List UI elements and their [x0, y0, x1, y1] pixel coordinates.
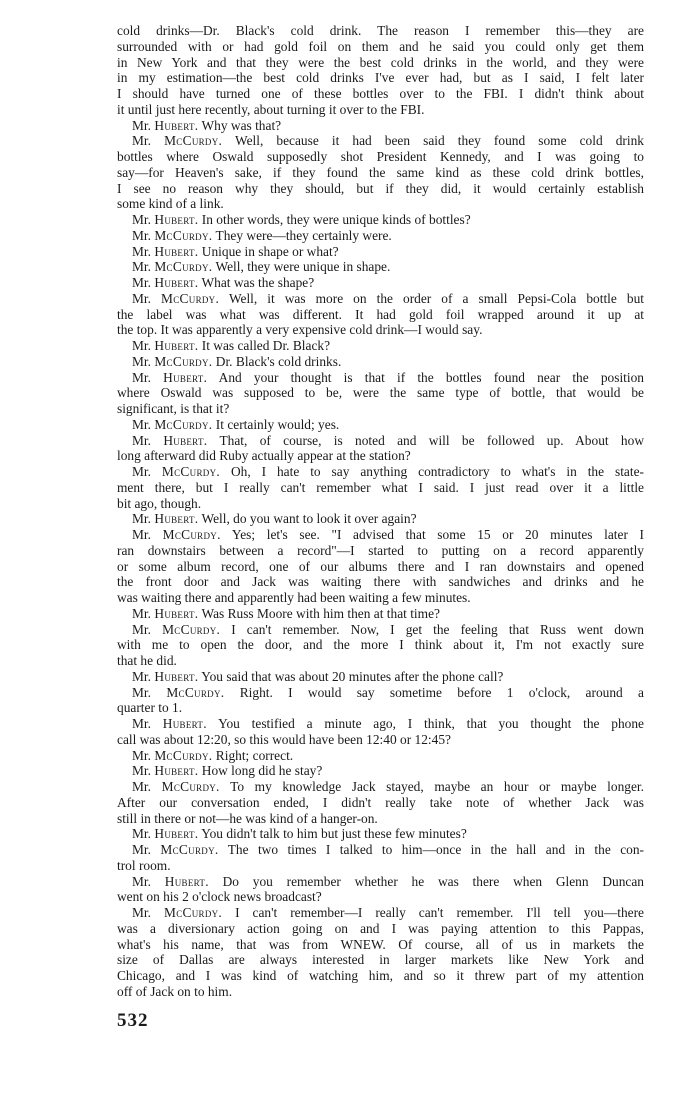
speaker-prefix: Mr. — [132, 621, 151, 637]
speaker-prefix: Mr. — [132, 133, 151, 149]
speaker-prefix: Mr. — [132, 779, 151, 794]
speaker-name: McCurdy. — [162, 621, 221, 637]
speaker-prefix: Mr. — [132, 826, 151, 842]
speaker-name: Hubert. — [154, 275, 199, 290]
testimony-paragraph — [117, 716, 644, 748]
line-text: To my knowledge Jack stayed, maybe an hour or maybe longer. — [230, 779, 644, 794]
line-text: size of Dallas are always interested in larger markets like New York and — [117, 952, 644, 968]
speaker-name: McCurdy. — [164, 133, 223, 149]
text-line — [117, 244, 644, 260]
speaker-name: Hubert. — [154, 243, 199, 259]
line-text: ran downstairs between a record"—I started to putting on a record apparently — [117, 542, 644, 558]
text-line — [117, 165, 644, 181]
line-text: Do you remember whether he was there when Glenn Duncan — [222, 873, 644, 889]
text-line — [117, 732, 644, 748]
line-text: The two times I talked to him—once in the hall and in the con- — [227, 842, 644, 857]
text-line — [117, 181, 644, 197]
speaker-name: McCurdy. — [154, 747, 213, 763]
testimony-paragraph — [117, 669, 644, 685]
speaker-prefix: Mr. — [132, 416, 151, 432]
testimony-paragraph — [117, 763, 644, 779]
text-line — [117, 590, 644, 606]
line-text: Well, do you want to look it over again? — [201, 511, 417, 527]
speaker-name: McCurdy. — [166, 684, 225, 700]
text-line — [117, 511, 644, 527]
line-text: with me to open the door, and the more I think about it, I'm not exactly sure — [117, 637, 644, 653]
speaker-name: Hubert. — [162, 716, 207, 731]
text-line — [117, 448, 644, 464]
speaker-name: Hubert. — [154, 117, 199, 133]
speaker-prefix: Mr. — [132, 716, 151, 731]
line-text: the label was what was different. It had gold foil wrapped around it up at — [117, 306, 644, 322]
testimony-paragraph — [117, 291, 644, 338]
text-line — [117, 338, 644, 354]
line-text: the top. It was apparently a very expensive cold drink—I would say. — [117, 322, 483, 338]
line-text: some kind of a link. — [117, 196, 224, 212]
speaker-prefix: Mr. — [132, 432, 151, 448]
text-line — [117, 496, 644, 512]
line-text: They were—they certainly were. — [215, 227, 392, 243]
testimony-paragraph — [117, 527, 644, 606]
text-line — [117, 212, 644, 228]
text-line — [117, 779, 644, 795]
text-line — [117, 984, 644, 1000]
text-line — [117, 385, 644, 401]
speaker-prefix: Mr. — [132, 369, 151, 385]
testimony-paragraph — [117, 228, 644, 244]
testimony-paragraph — [117, 244, 644, 260]
text-line — [117, 307, 644, 323]
speaker-name: McCurdy. — [163, 905, 223, 920]
line-text: trol room. — [117, 857, 171, 873]
text-line — [117, 527, 644, 543]
speaker-name: McCurdy. — [154, 416, 213, 432]
line-text: Yes; let's see. "I advised that some 15 or 20 minutes later I — [231, 527, 644, 542]
speaker-prefix: Mr. — [132, 873, 151, 889]
continued-paragraph — [117, 23, 644, 118]
line-text: It certainly would; yes. — [215, 416, 340, 432]
speaker-prefix: Mr. — [132, 511, 151, 527]
line-text: Right; correct. — [215, 747, 294, 763]
text-line — [117, 70, 644, 86]
page-number: 532 — [117, 1010, 149, 1031]
testimony-paragraph — [117, 259, 644, 275]
text-line — [117, 842, 644, 858]
testimony-paragraph — [117, 370, 644, 417]
testimony-paragraph — [117, 433, 644, 465]
speaker-name: Hubert. — [154, 668, 199, 684]
line-text: or some album record, one of our albums there and I ran downstairs and opened — [117, 558, 644, 574]
text-line — [117, 275, 644, 291]
line-text: long afterward did Ruby actually appear at the station? — [117, 448, 411, 464]
text-line — [117, 149, 644, 165]
text-line — [117, 637, 644, 653]
testimony-paragraph — [117, 748, 644, 764]
line-text: Right. I would say sometime before 1 o'clock, around a — [239, 684, 645, 700]
speaker-prefix: Mr. — [132, 275, 151, 290]
line-text: that he did. — [117, 653, 177, 668]
line-text: went on his 2 o'clock news broadcast? — [117, 889, 322, 905]
text-line — [117, 464, 644, 480]
text-line — [117, 653, 644, 669]
testimony-paragraph — [117, 464, 644, 511]
line-text: where Oswald was supposed to be, were the same type of bottle, that would be — [117, 385, 644, 401]
text-line — [117, 763, 644, 779]
speaker-name: McCurdy. — [161, 464, 221, 479]
text-line — [117, 39, 644, 55]
speaker-name: McCurdy. — [161, 290, 220, 306]
speaker-prefix: Mr. — [132, 905, 151, 920]
text-line — [117, 889, 644, 905]
speaker-prefix: Mr. — [132, 684, 151, 700]
speaker-name: Hubert. — [164, 873, 209, 889]
speaker-prefix: Mr. — [132, 464, 151, 479]
line-text: Dr. Black's cold drinks. — [215, 353, 342, 369]
text-line — [117, 622, 644, 638]
line-text: You testified a minute ago, I think, that you thought the phone — [218, 716, 644, 731]
speaker-prefix: Mr. — [132, 290, 151, 306]
text-line — [117, 228, 644, 244]
line-text: call was about 12:20, so this would have been 12:40 or 12:45? — [117, 731, 451, 747]
testimony-paragraph — [117, 338, 644, 354]
speaker-name: Hubert. — [154, 605, 199, 621]
speaker-prefix: Mr. — [132, 212, 151, 227]
line-text: it until just here recently, about turning it over to the FBI. — [117, 101, 425, 117]
line-text: Well, because it had been said they found some cold drink — [235, 133, 644, 149]
speaker-name: Hubert. — [154, 511, 199, 527]
testimony-paragraph — [117, 622, 644, 669]
line-text: And your thought is that if the bottles found near the position — [218, 369, 644, 385]
text-line — [117, 23, 644, 39]
speaker-name: Hubert. — [154, 338, 199, 353]
line-text: I can't remember. Now, I get the feeling that Russ went down — [231, 621, 644, 637]
text-line — [117, 606, 644, 622]
speaker-prefix: Mr. — [132, 527, 151, 542]
text-line — [117, 370, 644, 386]
text-line — [117, 811, 644, 827]
text-line — [117, 401, 644, 417]
testimony-paragraph — [117, 133, 644, 212]
text-line — [117, 952, 644, 968]
transcript-body — [117, 23, 644, 1000]
testimony-paragraph — [117, 275, 644, 291]
speaker-name: Hubert. — [154, 826, 199, 842]
line-text: I see no reason why they should, but if they did, it would certainly establish — [117, 180, 644, 196]
text-line — [117, 480, 644, 496]
line-text: In other words, they were unique kinds of bottles? — [201, 212, 471, 227]
text-line — [117, 858, 644, 874]
line-text: was waiting there and apparently had been waiting a few minutes. — [117, 590, 471, 605]
text-line — [117, 133, 644, 149]
speaker-prefix: Mr. — [132, 353, 151, 369]
testimony-paragraph — [117, 212, 644, 228]
line-text: in New York and that they were the best cold drinks in the world, and they were — [117, 54, 644, 70]
speaker-prefix: Mr. — [132, 747, 151, 763]
speaker-prefix: Mr. — [132, 227, 151, 243]
speaker-prefix: Mr. — [132, 605, 151, 621]
text-line — [117, 937, 644, 953]
text-line — [117, 574, 644, 590]
line-text: You didn't talk to him but just these few minutes? — [201, 826, 467, 842]
speaker-prefix: Mr. — [132, 338, 151, 353]
speaker-prefix: Mr. — [132, 259, 151, 275]
line-text: Chicago, and I was kind of watching him, and so it threw part of my attention — [117, 968, 644, 983]
line-text: off of Jack on to him. — [117, 983, 233, 999]
line-text: bottles where Oswald supposedly shot President Kennedy, and I was going to — [117, 149, 644, 164]
text-line — [117, 354, 644, 370]
text-line — [117, 669, 644, 685]
text-line — [117, 748, 644, 764]
testimony-paragraph — [117, 779, 644, 826]
speaker-name: McCurdy. — [162, 527, 221, 542]
line-text: Why was that? — [201, 117, 282, 133]
testimony-paragraph — [117, 905, 644, 1000]
speaker-name: McCurdy. — [154, 227, 213, 243]
text-line — [117, 417, 644, 433]
line-text: Well, they were unique in shape. — [215, 259, 391, 275]
testimony-paragraph — [117, 842, 644, 874]
line-text: in my estimation—the best cold drinks I've ever had, but as I said, I felt later — [117, 70, 644, 86]
speaker-prefix: Mr. — [132, 763, 151, 779]
text-line — [117, 826, 644, 842]
testimony-paragraph — [117, 354, 644, 370]
speaker-name: McCurdy. — [154, 259, 213, 275]
line-text: After our conversation ended, I didn't really take note of whether Jack was — [117, 794, 644, 810]
line-text: Was Russ Moore with him then at that time? — [201, 605, 440, 621]
text-line — [117, 559, 644, 575]
speaker-name: Hubert. — [154, 763, 199, 779]
speaker-prefix: Mr. — [132, 668, 151, 684]
testimony-paragraph — [117, 685, 644, 717]
text-line — [117, 968, 644, 984]
line-text: was a diversionary action going on and I was paying attention to this Pappas, — [117, 920, 644, 936]
text-line — [117, 291, 644, 307]
line-text: What was the shape? — [201, 275, 315, 290]
text-line — [117, 196, 644, 212]
testimony-paragraph — [117, 118, 644, 134]
speaker-name: Hubert. — [154, 212, 199, 227]
line-text: still in there or not—he was kind of a hanger-on. — [117, 810, 378, 826]
text-line — [117, 874, 644, 890]
line-text: surrounded with or had gold foil on them and he said you could only get them — [117, 38, 644, 54]
line-text: Unique in shape or what? — [201, 243, 339, 259]
text-line — [117, 700, 644, 716]
text-line — [117, 905, 644, 921]
text-line — [117, 118, 644, 134]
line-text: Oh, I hate to say anything contradictory to what's in the state- — [230, 464, 644, 479]
text-line — [117, 795, 644, 811]
line-text: ment there, but I really can't remember what I said. I just read over it a little — [117, 479, 644, 495]
speaker-prefix: Mr. — [132, 243, 151, 259]
speaker-name: McCurdy. — [160, 842, 219, 857]
line-text: cold drinks—Dr. Black's cold drink. The reason I remember this—they are — [117, 23, 644, 38]
text-line — [117, 55, 644, 71]
line-text: I should have turned one of these bottles over to the FBI. I didn't think about — [117, 86, 644, 101]
speaker-name: McCurdy. — [154, 353, 213, 369]
testimony-paragraph — [117, 874, 644, 906]
text-line — [117, 685, 644, 701]
testimony-paragraph — [117, 511, 644, 527]
line-text: quarter to 1. — [117, 700, 183, 716]
line-text: the front door and Jack was waiting there with sandwiches and drinks and he — [117, 574, 644, 590]
text-line — [117, 86, 644, 102]
line-text: significant, is that it? — [117, 401, 230, 416]
line-text: It was called Dr. Black? — [201, 338, 331, 353]
speaker-name: Hubert. — [163, 432, 208, 448]
testimony-paragraph — [117, 826, 644, 842]
line-text: That, of course, is noted and will be followed up. About how — [219, 432, 644, 448]
line-text: You said that was about 20 minutes after the phone call? — [201, 668, 504, 684]
line-text: Well, it was more on the order of a small Pepsi-Cola bottle but — [228, 290, 645, 306]
line-text: say—for Heaven's sake, if they found the same kind as these cold drink bottles, — [117, 164, 644, 180]
text-line — [117, 322, 644, 338]
line-text: I can't remember—I really can't remember. I'll tell you—there — [235, 905, 644, 920]
testimony-paragraph — [117, 606, 644, 622]
text-line — [117, 543, 644, 559]
speaker-name: Hubert. — [163, 369, 208, 385]
line-text: what's his name, that was from WNEW. Of course, all of us in markets the — [117, 936, 644, 952]
text-line — [117, 259, 644, 275]
speaker-prefix: Mr. — [132, 117, 151, 133]
text-line — [117, 716, 644, 732]
text-line — [117, 102, 644, 118]
testimony-paragraph — [117, 417, 644, 433]
speaker-prefix: Mr. — [132, 842, 151, 857]
speaker-name: McCurdy. — [161, 779, 220, 794]
line-text: How long did he stay? — [201, 763, 323, 779]
text-line — [117, 921, 644, 937]
line-text: bit ago, though. — [117, 495, 202, 511]
text-line — [117, 433, 644, 449]
